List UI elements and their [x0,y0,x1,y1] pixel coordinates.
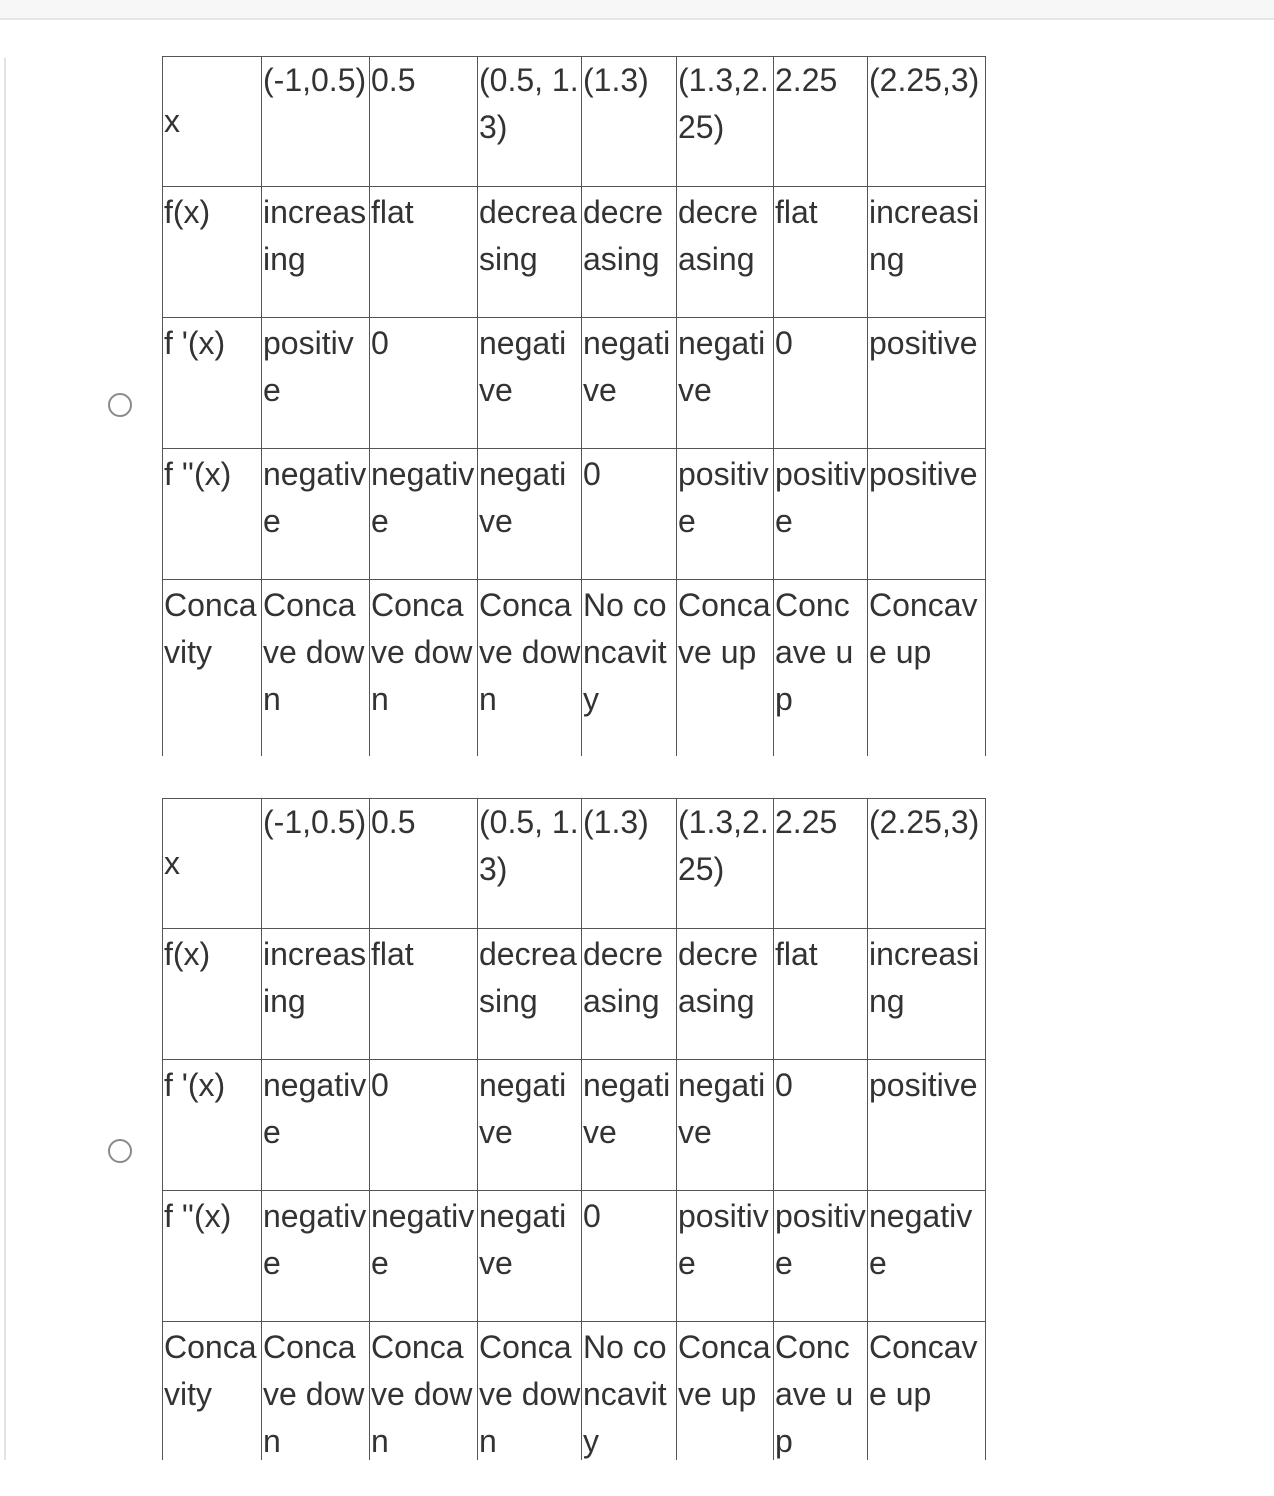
cell: decreasing [478,929,582,1060]
left-rule [4,58,6,1460]
cell: positive [774,449,868,580]
cell-header: Concavity [163,1322,262,1461]
cell: decreasing [478,187,582,318]
cell-header: f ''(x) [163,1191,262,1322]
option-1-table-wrap [162,56,986,756]
cell: increasing [868,929,986,1060]
cell: (2.25,3) [868,799,986,929]
cell: 0 [774,318,868,449]
cell-header: Concavity [163,580,262,757]
cell: Concave down [478,580,582,757]
option-1-row-fdoubleprime [163,449,986,580]
cell-header: x [163,57,262,187]
cell: decreasing [582,187,677,318]
cell: (1.3,2.25) [677,799,774,929]
cell: (1.3,2.25) [677,57,774,187]
cell: negative [262,449,370,580]
cell: Concave up [868,580,986,757]
cell: No concavity [582,580,677,757]
cell-header: x [163,799,262,929]
cell: flat [370,187,478,318]
option-2-row-fdoubleprime [163,1191,986,1322]
cell: negative [582,1060,677,1191]
cell: positive [868,318,986,449]
option-2-row-fx [163,929,986,1060]
option-1-row-x [163,57,986,187]
option-2-row-x [163,799,986,929]
option-1-row-fprime [163,318,986,449]
cell-header: f '(x) [163,1060,262,1191]
cell: decreasing [677,187,774,318]
cell: increasing [262,929,370,1060]
cell: flat [370,929,478,1060]
cell: 0 [370,318,478,449]
cell: negative [478,1060,582,1191]
cell: (-1,0.5) [262,57,370,187]
option-1-radio[interactable] [108,393,132,417]
cell: negative [478,1191,582,1322]
cell: negative [370,449,478,580]
cell: flat [774,187,868,318]
cell: 0.5 [370,57,478,187]
cell: decreasing [677,929,774,1060]
cell: Concave down [262,1322,370,1461]
cell: Concave down [262,580,370,757]
cell: negative [478,449,582,580]
option-1-row-concavity [163,580,986,757]
cell: (0.5, 1.3) [478,57,582,187]
cell: Concave up [774,1322,868,1461]
cell: negative [677,1060,774,1191]
cell: negative [370,1191,478,1322]
option-2-row-concavity [163,1322,986,1461]
cell: negative [868,1191,986,1322]
cell: negative [262,1060,370,1191]
cell: 0 [582,449,677,580]
cell: 0 [774,1060,868,1191]
cell: Concave up [677,1322,774,1461]
cell: (1.3) [582,799,677,929]
top-bar [0,0,1274,20]
cell: Concave down [478,1322,582,1461]
cell: (0.5, 1.3) [478,799,582,929]
cell: flat [774,929,868,1060]
cell: (-1,0.5) [262,799,370,929]
cell: negative [677,318,774,449]
cell: 0 [370,1060,478,1191]
cell-header: f(x) [163,187,262,318]
cell: 0 [582,1191,677,1322]
cell-header: f '(x) [163,318,262,449]
option-2-radio[interactable] [108,1139,132,1163]
cell: positive [774,1191,868,1322]
cell: positive [868,1060,986,1191]
cell-header: f(x) [163,929,262,1060]
cell: Concave up [868,1322,986,1461]
cell: negative [478,318,582,449]
cell: positive [868,449,986,580]
cell: negative [582,318,677,449]
option-2-row-fprime [163,1060,986,1191]
cell: Concave down [370,1322,478,1461]
option-1-table [162,56,986,756]
cell-header: f ''(x) [163,449,262,580]
cell: 2.25 [774,57,868,187]
option-2-table-wrap [162,798,986,1460]
cell: (1.3) [582,57,677,187]
cell: positive [262,318,370,449]
option-2-table [162,798,986,1460]
cell: negative [262,1191,370,1322]
cell: positive [677,449,774,580]
cell: positive [677,1191,774,1322]
cell: increasing [262,187,370,318]
cell: (2.25,3) [868,57,986,187]
cell: decreasing [582,929,677,1060]
cell: increasing [868,187,986,318]
cell: No concavity [582,1322,677,1461]
cell: Concave down [370,580,478,757]
cell: 2.25 [774,799,868,929]
cell: Concave up [774,580,868,757]
option-1-row-fx [163,187,986,318]
cell: Concave up [677,580,774,757]
cell: 0.5 [370,799,478,929]
